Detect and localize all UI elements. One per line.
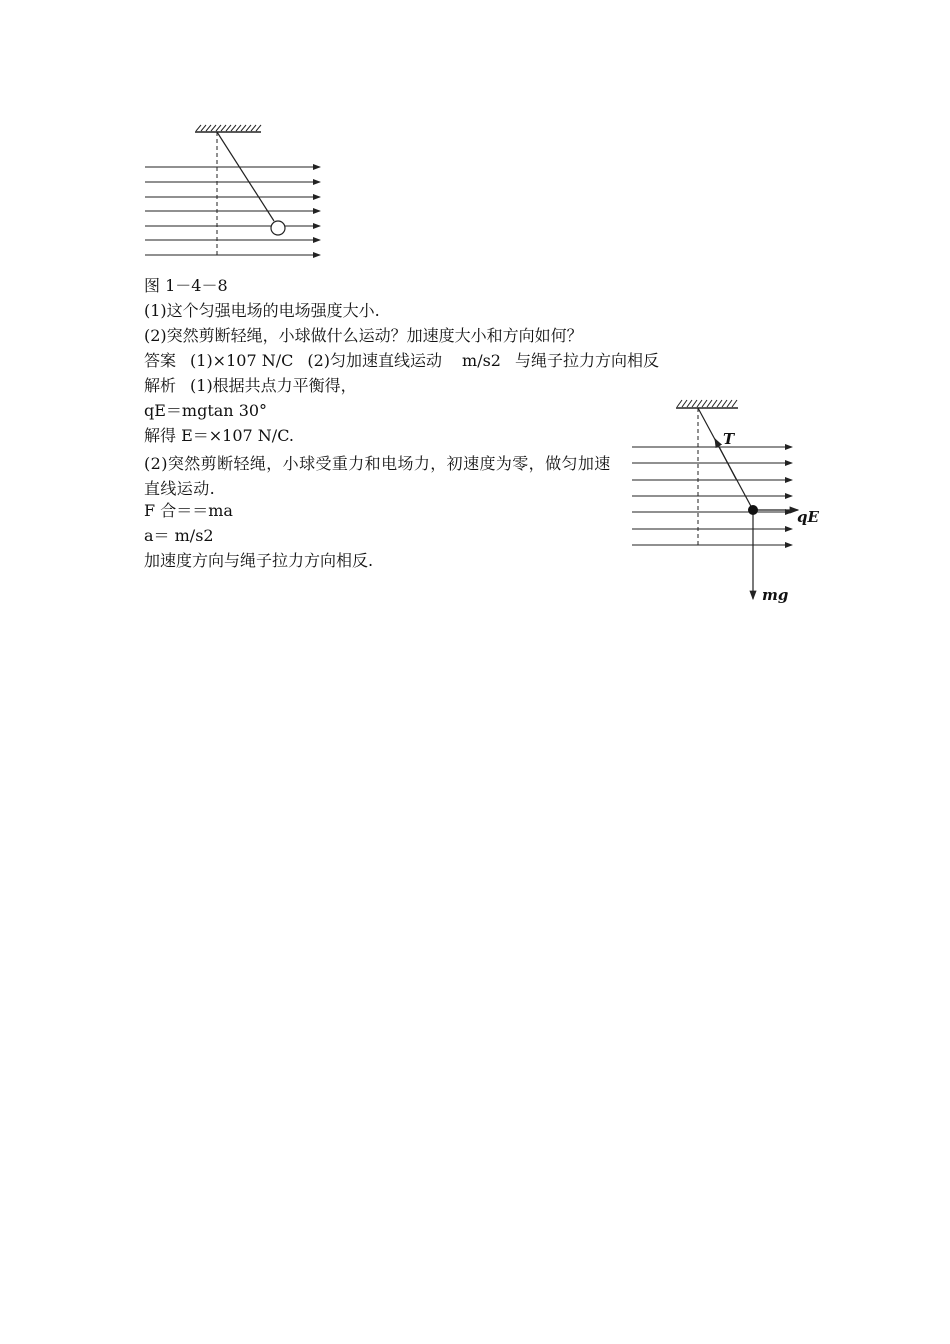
- electric-force-label: qE: [797, 508, 819, 526]
- analysis-text-1: (1)根据共点力平衡得，: [190, 376, 357, 395]
- answer-part-3: m/s2: [462, 351, 501, 370]
- pendulum-field-figure: [140, 120, 330, 265]
- question-1: (1)这个匀强电场的电场强度大小.: [144, 301, 380, 320]
- analysis-line-3: 解得 E＝×107 N/C.: [144, 426, 294, 445]
- analysis-line-5: F 合＝＝ma: [144, 501, 233, 520]
- gravity-label: mg: [762, 586, 789, 604]
- ceiling-support: [676, 400, 738, 408]
- force-diagram-figure: [628, 393, 828, 605]
- question-2: (2)突然剪断轻绳，小球做什么运动？加速度大小和方向如何？: [144, 326, 583, 345]
- analysis-line-1: [144, 376, 357, 396]
- ball: [748, 505, 758, 515]
- answer-part-1: (1)×107 N/C: [190, 351, 294, 370]
- answer-part-4: 与绳子拉力方向相反: [514, 351, 659, 370]
- figure-caption: 图 1－4－8: [144, 276, 228, 295]
- ceiling-support: [195, 125, 261, 132]
- ball: [271, 221, 285, 235]
- string: [217, 132, 274, 221]
- field-lines: [632, 447, 792, 545]
- answer-line: [144, 351, 659, 371]
- answer-part-2: (2)匀加速直线运动: [307, 351, 443, 370]
- tension-label: T: [723, 430, 735, 448]
- analysis-line-4: (2)突然剪断轻绳，小球受重力和电场力，初速度为零，做匀加速直线运动.: [144, 454, 611, 498]
- analysis-line-2: qE＝mgtan 30°: [144, 401, 268, 420]
- analysis-line-7: 加速度方向与绳子拉力方向相反.: [144, 551, 374, 570]
- analysis-label: 解析: [144, 376, 177, 395]
- analysis-line-6: a＝ m/s2: [144, 526, 214, 545]
- field-lines: [145, 167, 320, 255]
- answer-label: 答案: [144, 351, 177, 370]
